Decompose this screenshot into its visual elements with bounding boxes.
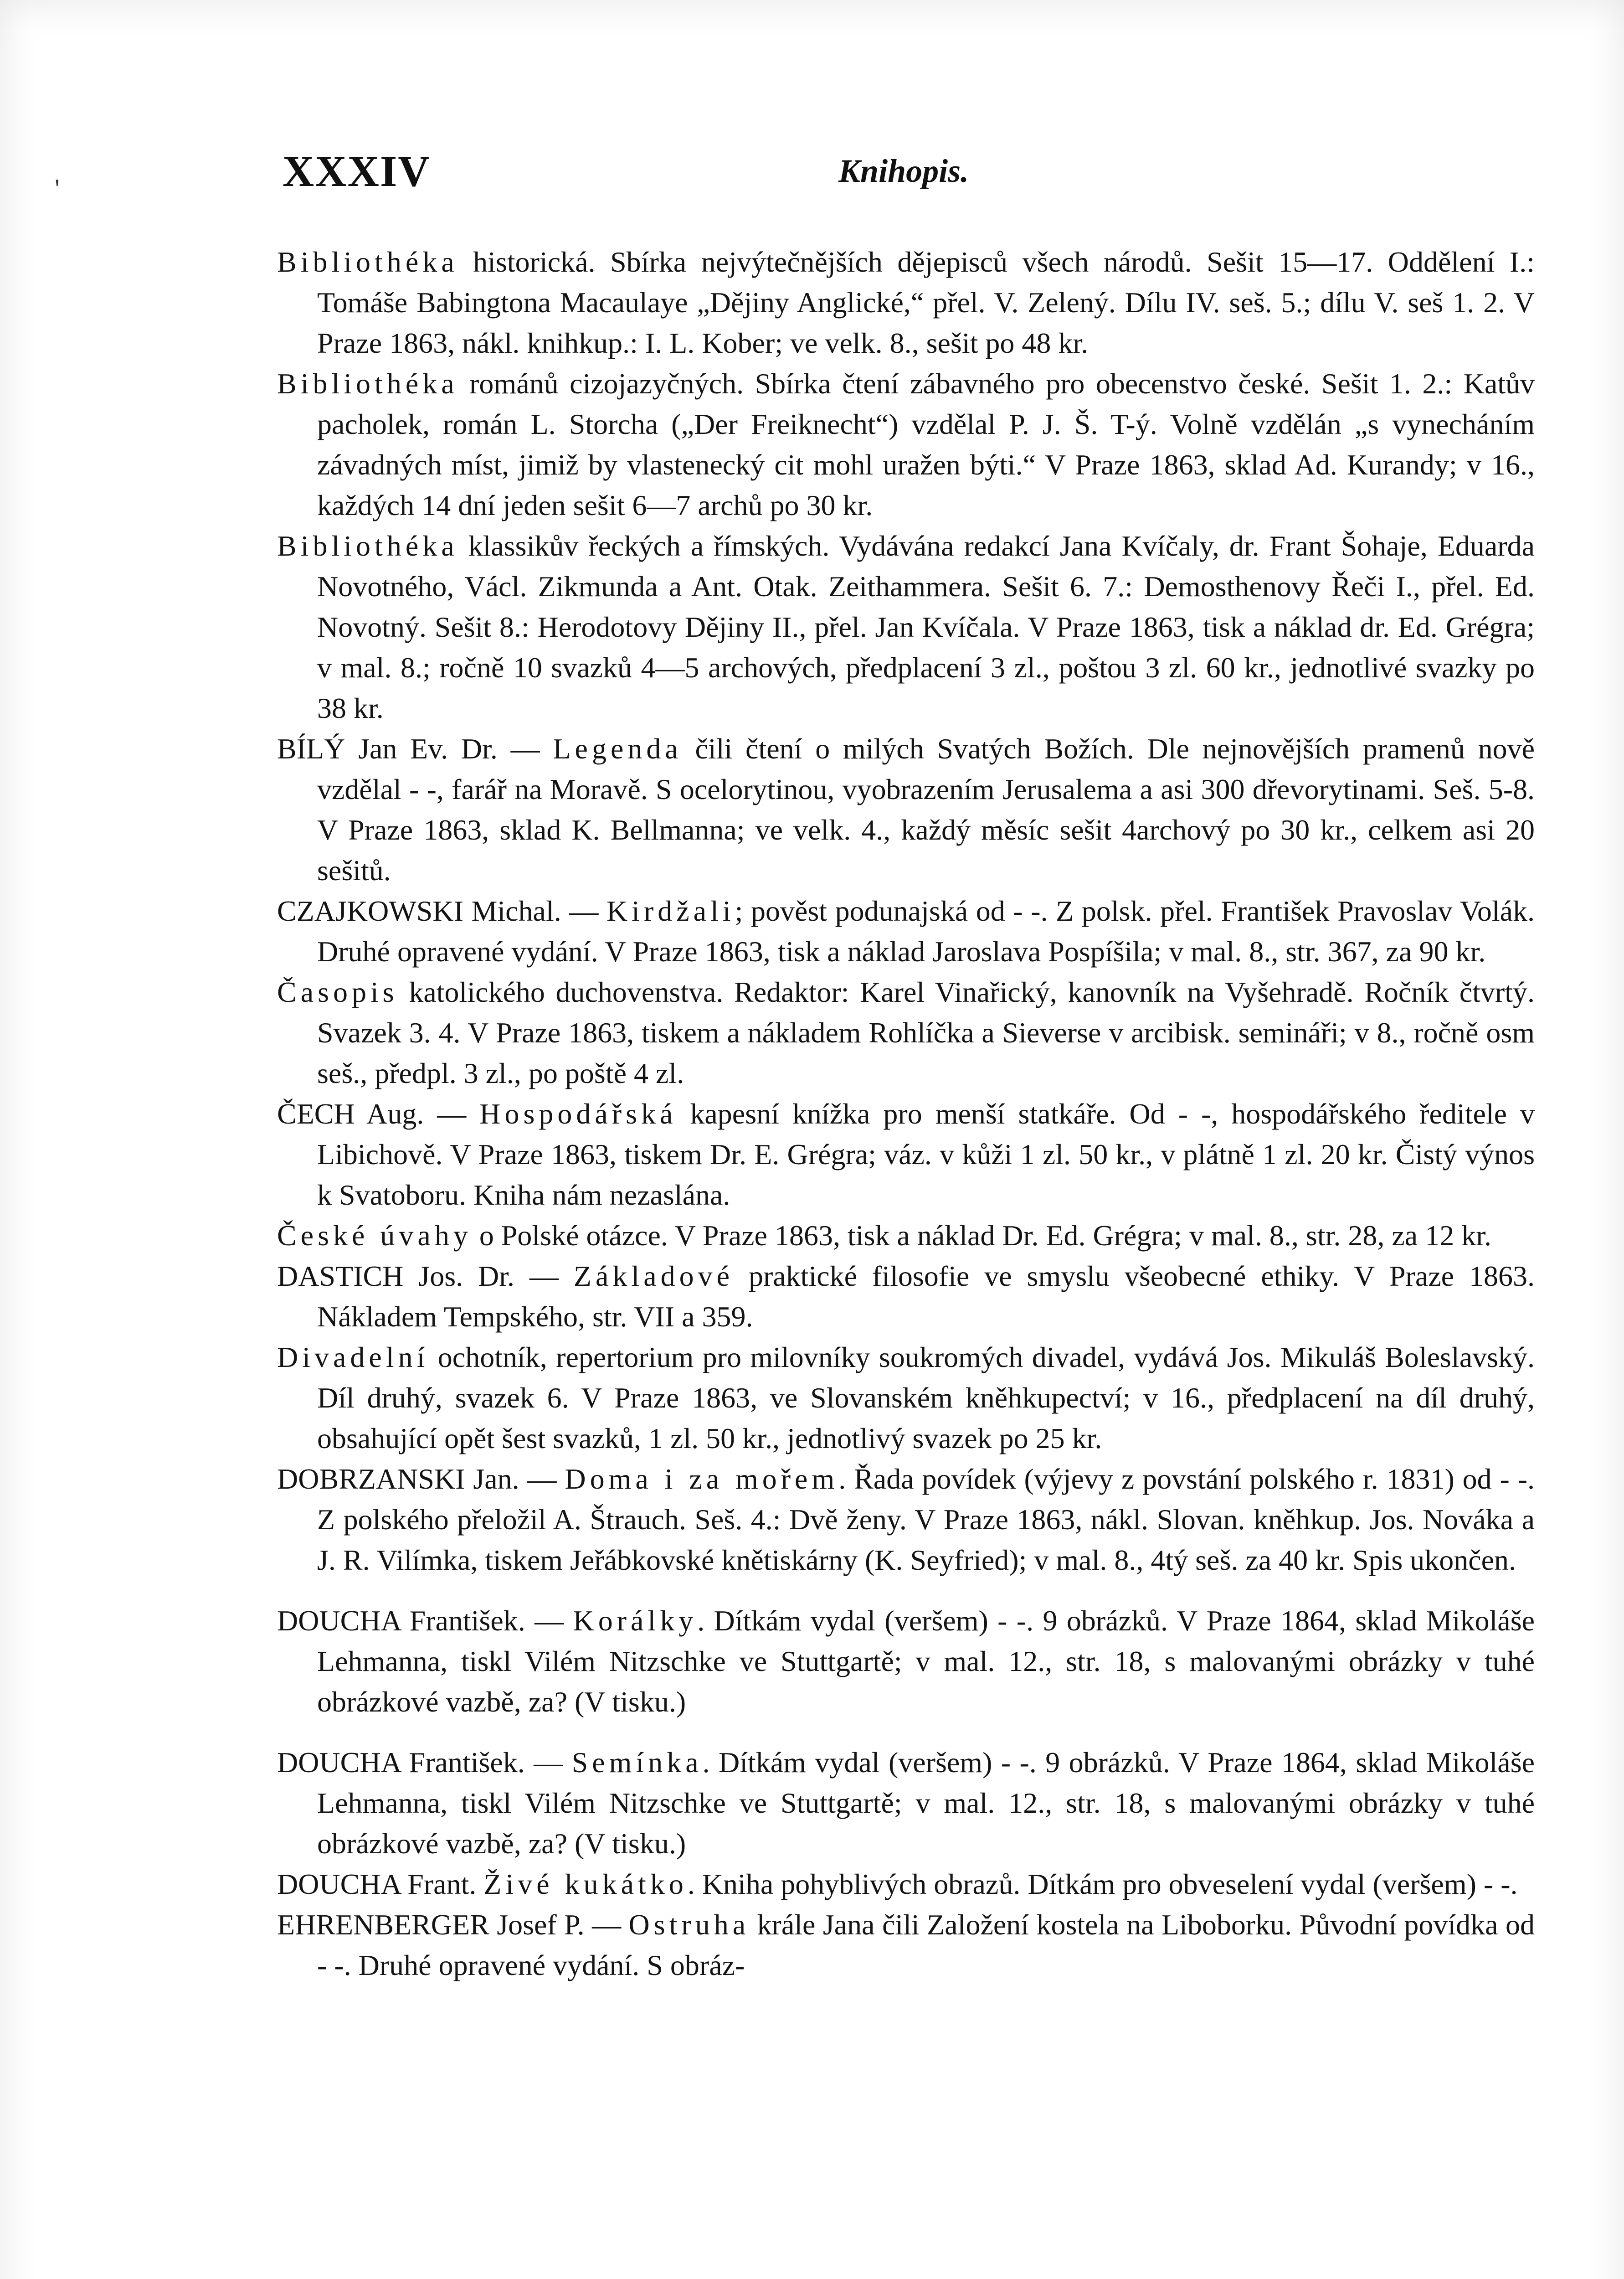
entry-text: . Dítkám vydal (veršem) - -. 9 obrázků. V Praze 1864, sklad Mikoláše Lehmanna, tiskl Vilém Nitzschke ve Stuttgartě; v mal. 12., str. 18, s malovanými obrázky v tuhé obrázkové vazbě, za? (V tisku.) [317,1604,1535,1718]
entry-heading: České úvahy [277,1219,472,1252]
entry-text: klassikův řeckých a římských. Vydávána redakcí Jana Kvíčaly, dr. Frant Šohaje, Eduarda Novotného, Václ. Zikmunda a Ant. Otak. Zeithammera. Sešit 6. 7.: Demosthenovy Řeči I., přel. Ed. Novotný. Sešit 8.: Herodotovy Dějiny II., přel. Jan Kvíčala. V Praze 1863, tisk a náklad dr. Ed. Grégra; v mal. 8.; ročně 10 svazků 4—5 archových, předplacení 3 zl., poštou 3 zl. 60 kr., jednotlivé svazky po 38 kr. [317,530,1535,724]
entry-author: DOUCHA Frant. [277,1868,484,1900]
list-item [277,242,1535,363]
list-item [277,891,1535,972]
list-item [277,728,1535,891]
entry-author: DOUCHA František. — [277,1604,573,1637]
entry-author: DOUCHA František. — [277,1746,572,1779]
entry-author: ČECH Aug. — [277,1098,480,1130]
list-item [277,972,1535,1093]
entry-heading: Doma i za mořem [565,1463,839,1495]
entry-heading: Bibliothéka [277,367,458,400]
entry-heading: Kirdžali [606,895,735,927]
entry-heading: Bibliothéka [277,530,458,562]
list-item [277,526,1535,728]
entry-text: historická. Sbírka nejvýtečnějších dějepisců všech národů. Sešit 15—17. Oddělení I.: Tomáše Babingtona Macaulaye „Dějiny Anglické,“ přel. V. Zelený. Dílu IV. seš. 5.; dílu V. seš 1. 2. V Praze 1863, nákl. knihkup.: I. L. Kober; ve velk. 8., sešit po 48 kr. [317,246,1535,359]
entry-heading: Časopis [277,976,398,1008]
scan-speck-left: ' [55,174,60,204]
entry-author: DASTICH Jos. Dr. — [277,1260,574,1292]
entry-text: . Kniha pohyblivých obrazů. Dítkám pro obveselení vydal (veršem) - -. [687,1868,1518,1900]
running-head [283,137,1536,201]
list-item [277,1600,1535,1722]
entry-heading: Ostruha [628,1908,750,1941]
entry-heading: Základové [573,1260,734,1292]
entry-text: kapesní knížka pro menší statkáře. Od - -, hospodářského ředitele v Libichově. V Praze 1863, tiskem Dr. E. Grégra; váz. v kůži 1 zl. 50 kr., v plátně 1 zl. 20 kr. Čistý výnos k Svatoboru. Kniha nám nezaslána. [317,1098,1535,1211]
entry-heading: Bibliothéka [277,246,458,278]
entry-text: ochotník, repertorium pro milovníky soukromých divadel, vydává Jos. Mikuláš Boleslavský. Díl druhý, svazek 6. V Praze 1863, ve Slovanském kněhkupectví; v 16., předplacení na díl druhý, obsahující opět šest svazků, 1 zl. 50 kr., jednotlivý svazek po 25 kr. [317,1341,1535,1454]
entry-text: čili čtení o milých Svatých Božích. Dle nejnovějších pramenů nově vzdělal - -, farář na Moravě. S ocelorytinou, vyobrazením Jerusalema a asi 300 dřevorytinami. Seš. 5-8. V Praze 1863, sklad K. Bellmanna; ve velk. 4., každý měsíc sešit 4archový po 30 kr., celkem asi 20 sešitů. [317,732,1535,887]
entry-heading: Legenda [553,732,682,765]
entry-text: o Polské otázce. V Praze 1863, tisk a náklad Dr. Ed. Grégra; v mal. 8., str. 28, za 12 kr. [472,1219,1491,1252]
list-item [277,1742,1535,1864]
entry-author: DOBRZANSKI Jan. — [277,1463,565,1495]
entry-heading: Hospodářská [479,1098,677,1130]
entry-heading: Semínka [571,1746,703,1779]
catalogue-entries [277,242,1535,1985]
page-number: XXXIV [283,147,431,196]
entry-author: CZAJKOWSKI Michal. — [277,895,606,927]
list-item [277,1864,1535,1904]
entry-text: praktické filosofie ve smyslu všeobecné ethiky. V Praze 1863. Nákladem Tempského, str. VII a 359. [317,1260,1535,1333]
entry-heading: Divadelní [277,1341,429,1373]
list-item [277,1904,1535,1985]
list-item [277,1215,1535,1256]
list-item [277,1459,1535,1580]
entry-text: . Řada povídek (výjevy z povstání polského r. 1831) od - -. Z polského přeložil A. Štrauch. Seš. 4.: Dvě ženy. V Praze 1863, nákl. Slovan. kněhkup. Jos. Nováka a J. R. Vilímka, tiskem Jeřábkovské knětiskárny (K. Seyfried); v mal. 8., 4tý seš. za 40 kr. Spis ukončen. [317,1463,1535,1576]
entry-text: katolického duchovenstva. Redaktor: Karel Vinařický, kanovník na Vyšehradě. Ročník čtvrtý. Svazek 3. 4. V Praze 1863, tiskem a nákladem Rohlíčka a Sieverse v arcibisk. semináři; v 8., ročně osm seš., předpl. 3 zl., po poště 4 zl. [317,976,1535,1089]
entry-heading: Živé kukátko [483,1868,688,1900]
entry-heading: Korálky [573,1604,698,1637]
running-title: Knihopis. [838,153,969,189]
entry-text: ; pověst podunajská od - -. Z polsk. přel. František Pravoslav Volák. Druhé opravené vydání. V Praze 1863, tisk a náklad Jaroslava Pospíšila; v mal. 8., str. 367, za 90 kr. [317,895,1535,968]
entry-author: BÍLÝ Jan Ev. Dr. — [277,732,553,765]
list-item [277,1256,1535,1337]
list-item [277,1337,1535,1459]
entry-text: románů cizojazyčných. Sbírka čtení zábavného pro obecenstvo české. Sešit 1. 2.: Katův pacholek, román L. Storcha („Der Freiknecht“) vzdělal P. J. Š. T-ý. Volně vzdělán „s vynecháním závadných míst, jimiž by vlastenecký cit mohl uražen býti.“ V Praze 1863, sklad Ad. Kurandy; v 16., každých 14 dní jeden sešit 6—7 archů po 30 kr. [317,367,1535,521]
entry-text: krále Jana čili Založení kostela na Liboborku. Původní povídka od - -. Druhé opravené vydání. S obráz- [317,1908,1535,1981]
entry-text: . Dítkám vydal (veršem) - -. 9 obrázků. V Praze 1864, sklad Mikoláše Lehmanna, tiskl Vilém Nitzschke ve Stuttgartě; v mal. 12., str. 18, s malovanými obrázky v tuhé obrázkové vazbě, za? (V tisku.) [317,1746,1535,1860]
entry-author: EHRENBERGER Josef P. — [277,1908,629,1941]
list-item [277,1093,1535,1215]
list-item [277,363,1535,526]
